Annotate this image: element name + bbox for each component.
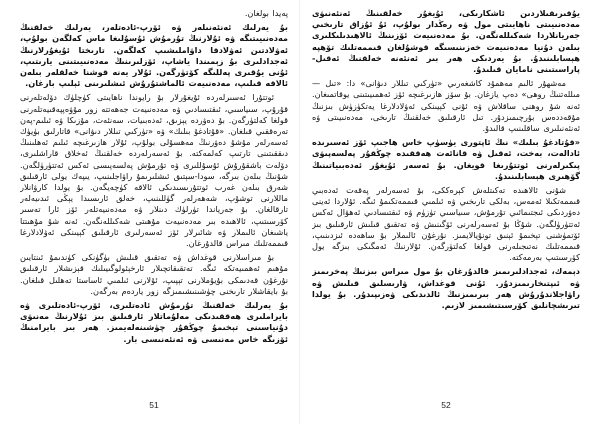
right-page-text [312, 8, 580, 388]
left-paragraph-5: بۇ يەرلىك خەلقنىڭ تۇرمۇش ئادەتلىرى، ئۆرپ-ئادەتلىرى ۋە بايراملىرى ھەققىدىكى مەلۇماتلار ئارقىلىق بىز ئۇلارنىڭ مەنىۋى دۇنياسىنى تېخىمۇ چوڭقۇر چۈشىنەلەيمىز. ھەر بىر بايرامنىڭ ئۆزىگە خاس مەنىسى ۋە ئەنئەنىسى بار. [20, 300, 288, 344]
left-page-number: 51 [149, 400, 159, 410]
right-paragraph-3: «قۇتادغۇ بىلىك» نىڭ ئاپتورى يۈسۈپ خاس ھاجىپ ئۆز ئەسىرىدە ئادالەت، بەخت، ئەقىل ۋە قانائەت ھەققىدە چوڭقۇر پەلسەپىۋى پىكىرلەرنى ئوتتۇرىغا قويغان. بۇ ئەسەر ئۇيغۇر ئەدەبىياتىنىڭ گۆھىرى ھېسابلىنىدۇ. [312, 137, 580, 181]
left-page-text [20, 8, 288, 388]
right-paragraph-4: شۇنى ئالاھىدە تەكىتلەش كېرەككى، بۇ ئەسەرلەر پەقەت ئەدەبىي قىممەتكىلا ئەمەس، بەلكى تارىخىي ۋە ئىلمىي قىممەتكىمۇ ئىگە. ئۇلاردا ئەينى دەۋردىكى ئىجتىمائىي تۇرمۇش، سىياسىي تۈزۈم ۋە ئىقتىسادىي ئەھۋال ئەكس ئەتتۈرۈلگەن. شۇڭا بۇ ئەسەرلەرنى ئۆگىنىش ۋە تەتقىق قىلىش ئارقىلىق بىز ئۆتمۈشنى تېخىمۇ ئېنىق تونۇيالايمىز. نۇرغۇن ئالىملار بۇ ساھەدە ئىزدىنىپ، قىممەتلىك نەتىجىلەرنى قولغا كەلتۈرگەن. ئۇلارنىڭ ئەمگىكى بىزگە يول كۆرسىتىپ بەرمەكتە. [312, 185, 580, 263]
left-paragraph-2: بۇ يەرلىك ئەنئەنىلەر ۋە ئۆرپ-ئادەتلەر، يەرلىك خەلقنىڭ مەدەنىيىتىگە ۋە ئۇلارنىڭ تۇرمۇش ئۇسۇلىغا ماس كەلگەن بولۇپ، ئەۋلادتىن ئەۋلادقا داۋاملىشىپ كەلگەن. تارىختا ئۇيغۇرلارنىڭ ئەجدادلىرى بۇ زېمىندا ياشاپ، ئۆزلىرىنىڭ مەدەنىيىتىنى يارىتىپ، ئۇنى يۇقىرى پەللىگە كۆتۈرگەن. ئۇلار يەنە قوشنا خەلقلەر بىلەن ئالاقە قىلىپ، مەدەنىيەت ئالماشتۇرۇش ئىشلىرىنى ئېلىپ بارغان. [20, 22, 288, 89]
left-paragraph-1: پەيدا بولغان. [244, 8, 288, 18]
left-paragraph-3: ئوتتۇرا ئەسىرلەردە ئۇيغۇرلار بۇ رايوندا ناھايىتى كۈچلۈك دۆلەتلەرنى قۇرۇپ، سىياسىي، ئىقتىسادىي ۋە مەدەنىيەت جەھەتتە زور مۇۋەپپەقىيەتلەرنى قولغا كەلتۈرگەن. بۇ دەۋردە يېزىق، ئەدەبىيات، سەنئەت، مۇزىكا ۋە ئىلىم-پەن تەرەققىي قىلغان. «قۇتادغۇ بىلىك» ۋە «تۈركىي تىللار دىۋانى» قاتارلىق بۈيۈك ئەسەرلەر مۇشۇ دەۋرنىڭ مەھسۇلى بولۇپ، ئۇلار ھازىرغىچە ئىلىم ئەھلىنىڭ دىققىتىنى تارتىپ كەلمەكتە. بۇ ئەسەرلەردە خەلقنىڭ ئەخلاق قاراشلىرى، دۆلەت باشقۇرۇش ئۇسۇللىرى ۋە تۇرمۇش پەلسەپىسى ئەكس ئەتتۈرۈلگەن. شۇنىڭ بىلەن بىرگە، سودا-سېتىق ئىشلىرىمۇ راۋاجلىنىپ، يىپەك يولى ئارقىلىق شەرق بىلەن غەرب ئوتتۇرىسىدىكى ئالاقە كۈچەيگەن. بۇ يولدا كارۋانلار ماللارنى توشۇپ، شەھەرلەر گۈللىنىپ، خەلق ئارىسىدا يېڭى ئىدىيەلەر تارقالغان. بۇ جەرياندا تۈرلۈك دىنلار ۋە مەدەنىيەتلەر ئۆز ئارا تەسىر كۆرسىتىپ، ئالاھىدە بىر مەدەنىيەت مۇھىتى شەكىللەنگەن. ئەنە شۇ مۇھىتتا ياشىغان ئالىملار ۋە شائىرلار ئۆز ئەسەرلىرى ئارقىلىق كېيىنكى ئەۋلادلارغا قىممەتلىك مىراس قالدۇرغان. [20, 92, 288, 249]
right-paragraph-2: مەشھۇر ئالىم مەھمۇد كاشغەرىي «تۈركىي تىللار دىۋانى» دا: «تىل — مىللەتنىڭ روھى» دەپ يازغان. بۇ سۆز ھازىرغىچە ئۆز ئەھمىيىتىنى يوقاتمىغان. ئەنە شۇ روھنى ساقلاش ۋە ئۇنى كېيىنكى ئەۋلادلارغا يەتكۈزۈش بىزنىڭ مۇقەددەس بۇرچىمىزدۇر. تىل ئارقىلىق خەلقنىڭ تارىخى، مەدەنىيىتى ۋە ئەنئەنىلىرى ساقلىنىپ قالىدۇ. [312, 78, 580, 134]
right-paragraph-5: دېمەك، ئەجدادلىرىمىز قالدۇرغان بۇ مول مىراس بىزنىڭ پەخرىمىز ۋە ئىپتىخارىمىزدۇر. ئۇنى قوغداش، ۋارىسلىق قىلىش ۋە راۋاجلاندۇرۇش ھەر بىرىمىزنىڭ ئالدىدىكى ۋەزىپىدۇر. بۇ يولدا تىرىشچانلىق كۆرسىتىشىمىز لازىم. [312, 266, 580, 311]
left-paragraph-4: بۇ مىراسلارنى قوغداش ۋە تەتقىق قىلىش بۈگۈنكى كۈندىمۇ ئىنتايىن مۇھىم ئەھمىيەتكە ئىگە. تەتقىقاتچىلار ئارخېئولوگىيىلىك قېزىشلار ئارقىلىق نۇرغۇن قەدىمكى بۇيۇملارنى تېپىپ، ئۇلارنى ئىلمىي ئاساستا تەھلىل قىلغان. بۇ بايقاشلار تارىخنى چۈشىنىشىمىزگە زور ياردەم بەرگەن. [20, 252, 288, 296]
right-page [312, 0, 580, 424]
page-gutter [299, 0, 300, 424]
right-paragraph-1: يۇقىرىقىلاردىن ئاشكارىكى، ئۇيغۇر خەلقىنىڭ ئەنئەنىۋى مەدەنىيىتى ناھايىتى مول ۋە رەڭدار بولۇپ، ئۇ ئۇزاق تارىخىي جەريانلاردا شەكىللەنگەن. بۇ مەدەنىيەت ئۆزىنىڭ ئالاھىدىلىكلىرى بىلەن دۇنيا مەدەنىيەت خەزىنىسىگە قوشۇلغان قىممەتلىك تۆھپە ھېسابلىنىدۇ. بۇ يەردىكى ھەر بىر ئەنئەنە خەلقنىڭ ئەقىل-پاراسىتىنى نامايان قىلىدۇ. [312, 8, 580, 75]
right-page-number: 52 [441, 400, 451, 410]
left-page [20, 0, 288, 424]
